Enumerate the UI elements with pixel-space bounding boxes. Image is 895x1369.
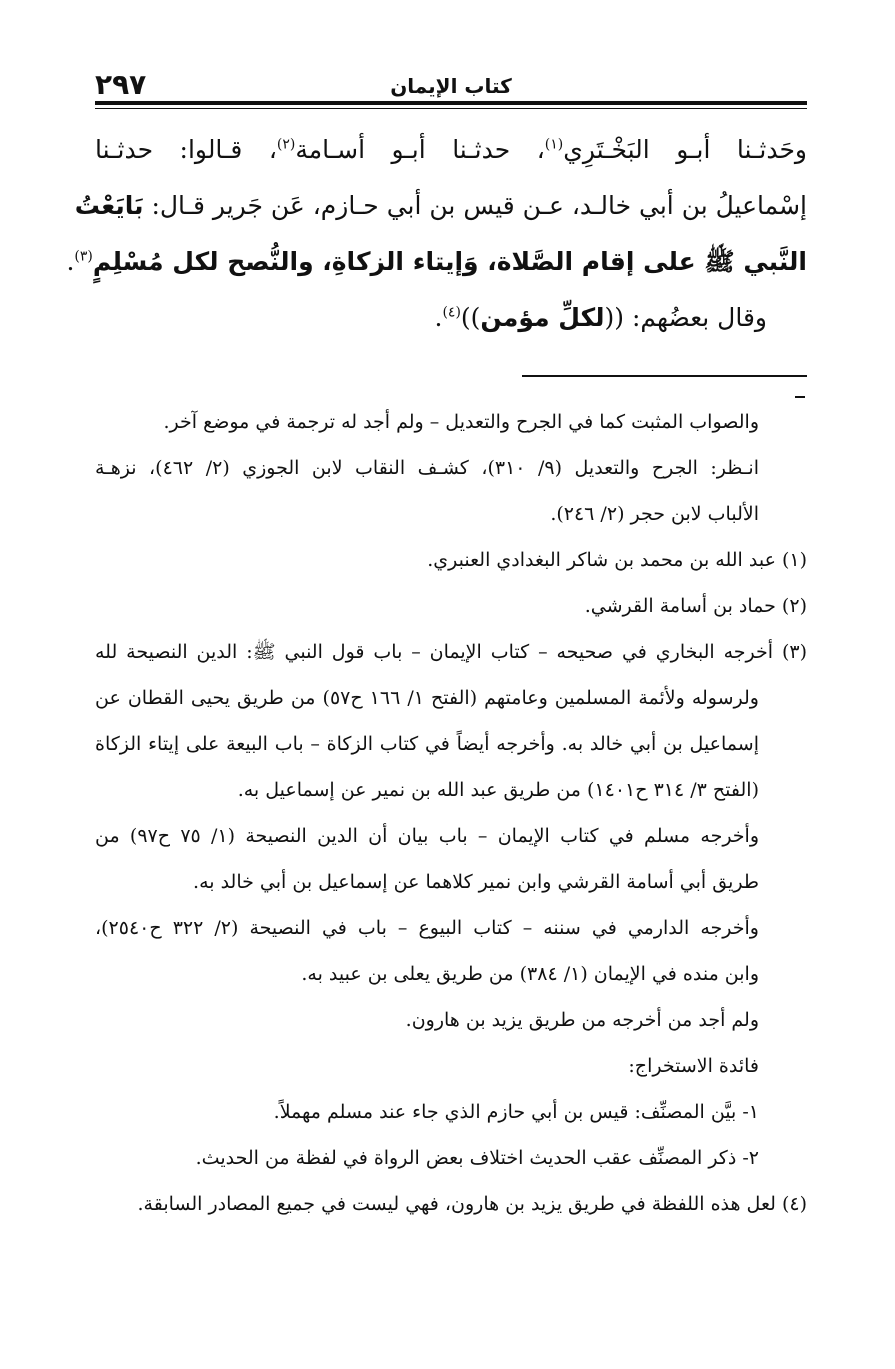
footnote-line: وأخرجه الدارمي في سننه – كتاب البيوع – باب في النصيحة (٢/ ٣٢٢ ح٢٥٤٠)، [95,917,759,939]
footnote-line: ٢- ذكر المصنِّف عقب الحديث اختلاف بعض الرواة في لفظة من الحديث. [195,1147,759,1169]
header-rule-thick [95,101,807,105]
main-line-4 [95,290,807,346]
header-rule-thin [95,108,807,109]
main-line-1-part-b: ، حدثـنا أبـو أسـامة [295,135,545,164]
main-line-3 [66,234,807,290]
main-line-1 [95,122,807,178]
footnote-ref-4[interactable]: (٤) [442,304,461,321]
footnote-line: وأخرجه مسلم في كتاب الإيمان – باب بيان أن الدين النصيحة (١/ ٧٥ ح٩٧) من [95,825,759,847]
footnote-line: فائدة الاستخراج: [628,1055,759,1077]
footnote-line: الألباب لابن حجر (٢/ ٢٤٦). [550,503,759,525]
footnote-line: طريق أبي أسامة القرشي وابن نمير كلاهما عن إسماعيل بن أبي خالد به. [193,871,759,893]
main-line-2-bold: بَايَعْتُ [74,191,144,220]
main-line-3-end: . [66,247,75,276]
main-line-4-text: وقال بعضُهم: (( [604,303,767,332]
footnote-ref-3[interactable]: (٣) [74,248,93,265]
footnote-line: ١- بيَّن المصنِّف: قيس بن أبي حازم الذي جاء عند مسلم مهملاً. [273,1101,759,1123]
footnote-separator [522,375,807,377]
main-line-2 [74,178,807,234]
footnote-2: (٢) حماد بن أسامة القرشي. [584,595,807,617]
footnote-ref-2[interactable]: (٢) [276,136,296,153]
footnote-line: إسماعيل بن أبي خالد به. وأخرجه أيضاً في كتاب الزكاة – باب البيعة على إيتاء الزكاة [95,733,759,755]
footnote-line: والصواب المثبت كما في الجرح والتعديل – ولم أجد له ترجمة في موضع آخر. [163,411,759,433]
running-title: كتاب الإيمان [390,74,512,98]
main-line-1-part-a: وحَدثـنا أبـو البَخْـتَرِي [563,135,808,164]
main-line-1-part-c: ، قـالوا: حدثـنا [95,135,277,164]
footnote-line: ولرسوله ولأئمة المسلمين وعامتهم (الفتح ١/ ١٦٦ ح٥٧) من طريق يحيى القطان عن [95,687,759,709]
footnote-line: انـظر: الجرح والتعديل (٩/ ٣١٠)، كشـف النقاب لابن الجوزي (٢/ ٤٦٢)، نزهـة [95,457,759,479]
page-number: ٢٩٧ [95,68,147,101]
footnote-1: (١) عبد الله بن محمد بن شاكر البغدادي العنبري. [427,549,807,571]
footnote-4: (٤) لعل هذه اللفظة في طريق يزيد بن هارون، فهي ليست في جميع المصادر السابقة. [137,1193,807,1215]
footnote-ref-1[interactable]: (١) [544,136,564,153]
footnote-3: (٣) أخرجه البخاري في صحيحه – كتاب الإيمان – باب قول النبي ﷺ: الدين النصيحة لله [95,641,807,663]
footnote-line: (الفتح ٣/ ٣١٤ ح١٤٠١) من طريق عبد الله بن نمير عن إسماعيل به. [237,779,759,801]
main-line-3-bold: النَّبي ﷺ على إقام الصَّلاة، وَإيتاء الزكاةِ، والنُّصح لكل مُسْلِمٍ [92,247,807,276]
main-line-2-text: إسْماعيلُ بن أبي خالـد، عـن قيس بن أبي حـازم، عَن جَرير قـال: [151,191,807,220]
main-line-4-end: . [434,303,443,332]
page-header [95,64,807,100]
footnote-line: ولم أجد من أخرجه من طريق يزيد بن هارون. [405,1009,759,1031]
main-line-4-close: )) [460,303,481,332]
footnote-line: وابن منده في الإيمان (١/ ٣٨٤) من طريق يعلى بن عبيد به. [301,963,759,985]
continuation-mark [795,396,805,398]
main-line-4-bold: لكلِّ مؤمن [480,303,605,332]
